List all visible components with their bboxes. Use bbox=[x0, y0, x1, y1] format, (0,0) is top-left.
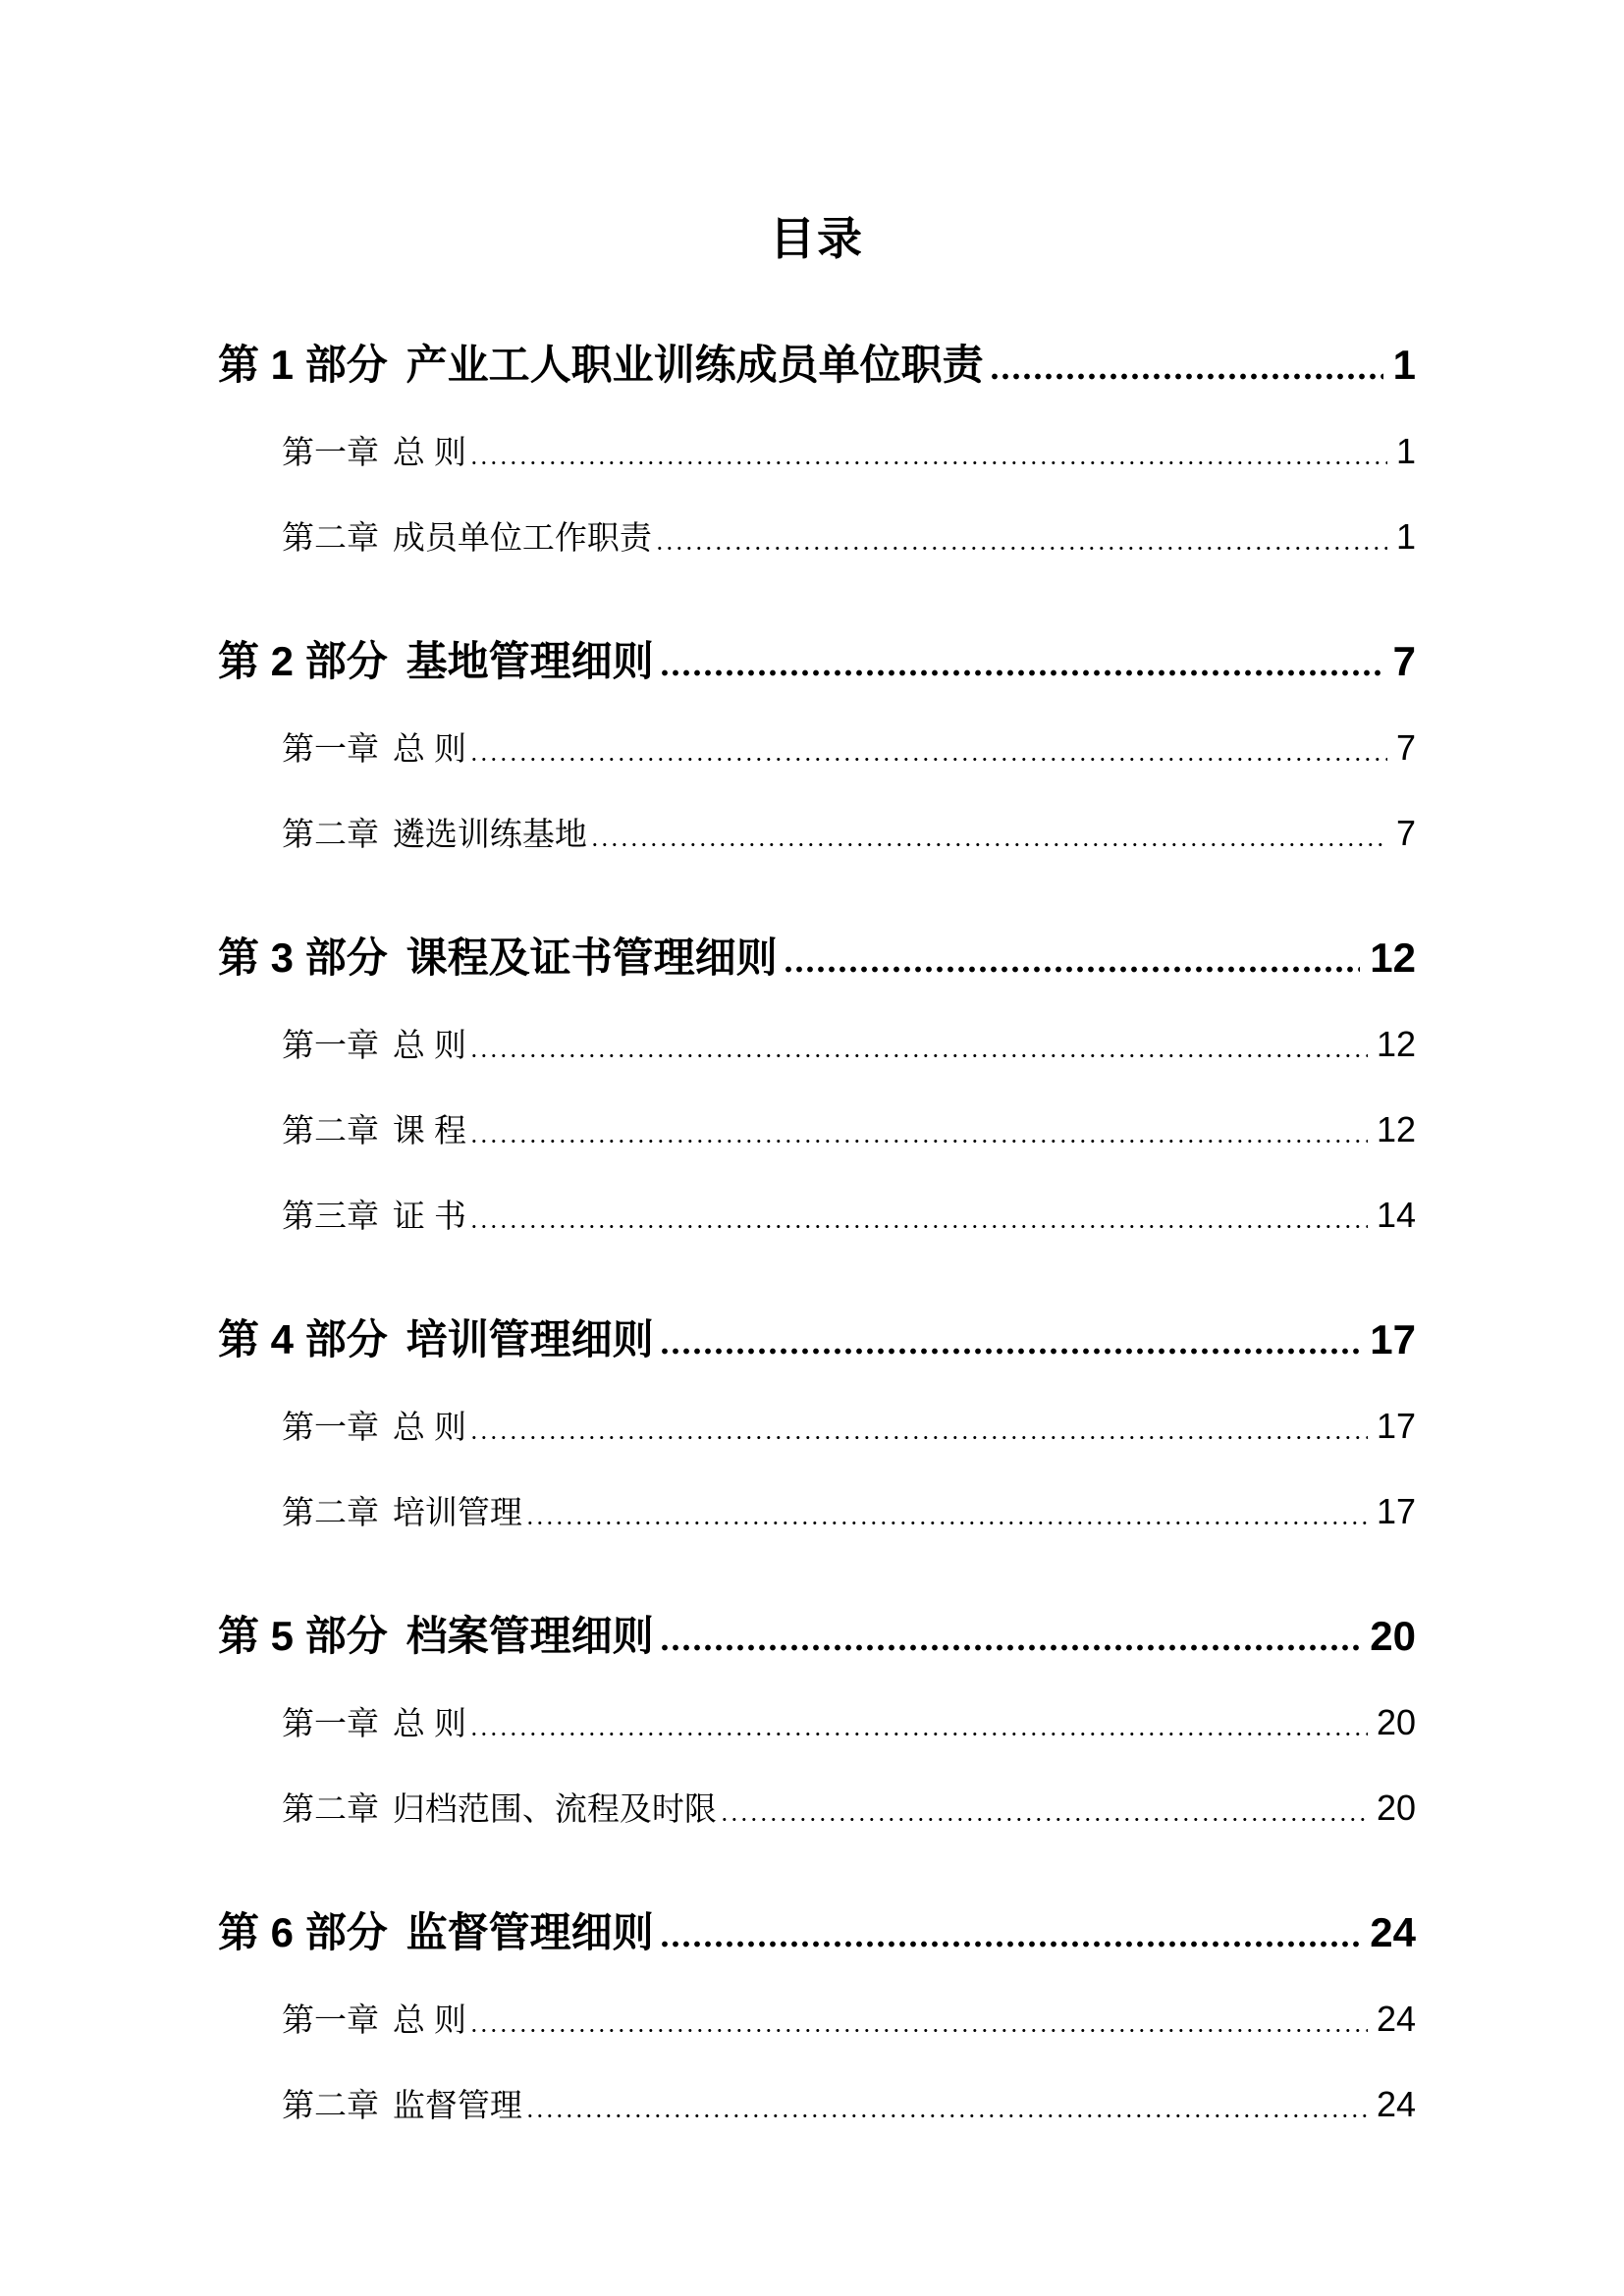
dot-leader bbox=[472, 1052, 1368, 1059]
chapter-number-label: 第一章 bbox=[282, 1409, 379, 1445]
chapter-title: 课 程 bbox=[392, 1112, 467, 1148]
page-number: 12 bbox=[1370, 934, 1416, 981]
dot-leader bbox=[472, 2027, 1368, 2034]
dot-leader bbox=[472, 1223, 1368, 1230]
chapter-entry-text bbox=[282, 1404, 466, 1451]
chapter-number-label: 第二章 bbox=[282, 1494, 379, 1530]
dot-leader bbox=[723, 1816, 1368, 1823]
toc-part-entry[interactable] bbox=[218, 340, 1416, 391]
part-number-label: 第 5 部分 bbox=[218, 1613, 388, 1659]
chapter-entry-text bbox=[282, 1193, 466, 1240]
part-number-label: 第 2 部分 bbox=[218, 638, 388, 684]
part-title: 产业工人职业训练成员单位职责 bbox=[406, 342, 984, 388]
page-number: 1 bbox=[1395, 516, 1416, 557]
page-number: 1 bbox=[1395, 431, 1416, 471]
part-entry-text bbox=[218, 340, 984, 391]
page-number: 7 bbox=[1392, 638, 1416, 684]
toc-section bbox=[218, 1314, 1416, 1536]
dot-leader bbox=[662, 1939, 1361, 1949]
chapter-number-label: 第二章 bbox=[282, 519, 379, 556]
page-number: 12 bbox=[1376, 1024, 1416, 1064]
toc-chapter-entry[interactable] bbox=[218, 724, 1416, 773]
toc-chapter-entry[interactable] bbox=[218, 513, 1416, 561]
page-number: 7 bbox=[1395, 813, 1416, 853]
dot-leader bbox=[472, 1434, 1368, 1441]
part-number-label: 第 1 部分 bbox=[218, 342, 388, 388]
toc-part-entry[interactable] bbox=[218, 1907, 1416, 1958]
chapter-number-label: 第一章 bbox=[282, 434, 379, 470]
part-title: 档案管理细则 bbox=[406, 1613, 654, 1659]
toc-chapter-entry[interactable] bbox=[218, 1699, 1416, 1747]
part-entry-text bbox=[218, 1907, 654, 1958]
chapter-entry-text bbox=[282, 1489, 522, 1536]
chapter-entry-text bbox=[282, 514, 652, 561]
table-of-contents bbox=[218, 340, 1416, 2129]
page-number: 24 bbox=[1370, 1909, 1416, 1955]
chapter-entry-text bbox=[282, 429, 466, 476]
page-number: 20 bbox=[1370, 1613, 1416, 1659]
part-title: 培训管理细则 bbox=[406, 1316, 654, 1362]
part-title: 监督管理细则 bbox=[406, 1909, 654, 1955]
chapter-entry-text bbox=[282, 1700, 466, 1747]
toc-chapter-entry[interactable] bbox=[218, 810, 1416, 858]
chapter-title: 证 书 bbox=[392, 1198, 467, 1234]
chapter-entry-text bbox=[282, 1022, 466, 1069]
page-number: 17 bbox=[1370, 1316, 1416, 1362]
toc-title: 目录 bbox=[770, 213, 864, 264]
chapter-title: 总 则 bbox=[392, 1409, 467, 1445]
dot-leader bbox=[472, 1731, 1368, 1737]
toc-section bbox=[218, 1611, 1416, 1833]
page-number: 7 bbox=[1395, 727, 1416, 768]
page-number: 20 bbox=[1376, 1702, 1416, 1742]
dot-leader bbox=[472, 1138, 1368, 1145]
part-number-label: 第 4 部分 bbox=[218, 1316, 388, 1362]
toc-chapter-entry[interactable] bbox=[218, 1403, 1416, 1451]
chapter-number-label: 第一章 bbox=[282, 730, 379, 767]
part-title: 基地管理细则 bbox=[406, 638, 654, 684]
part-entry-text bbox=[218, 1611, 654, 1662]
toc-chapter-entry[interactable] bbox=[218, 1488, 1416, 1536]
chapter-number-label: 第一章 bbox=[282, 1027, 379, 1063]
page-number: 20 bbox=[1376, 1788, 1416, 1828]
part-entry-text bbox=[218, 1314, 654, 1365]
chapter-number-label: 第二章 bbox=[282, 2087, 379, 2123]
toc-chapter-entry[interactable] bbox=[218, 1021, 1416, 1069]
page-number: 24 bbox=[1376, 2084, 1416, 2124]
dot-leader bbox=[593, 841, 1387, 848]
toc-chapter-entry[interactable] bbox=[218, 1996, 1416, 2044]
chapter-title: 总 则 bbox=[392, 1027, 467, 1063]
chapter-entry-text bbox=[282, 1107, 466, 1154]
toc-chapter-entry[interactable] bbox=[218, 1785, 1416, 1833]
toc-chapter-entry[interactable] bbox=[218, 1106, 1416, 1154]
chapter-entry-text bbox=[282, 725, 466, 773]
toc-part-entry[interactable] bbox=[218, 1611, 1416, 1662]
page-number: 17 bbox=[1376, 1491, 1416, 1531]
dot-leader bbox=[662, 1642, 1361, 1653]
part-number-label: 第 6 部分 bbox=[218, 1909, 388, 1955]
toc-part-entry[interactable] bbox=[218, 933, 1416, 984]
chapter-title: 监督管理 bbox=[392, 2087, 522, 2123]
dot-leader bbox=[472, 756, 1387, 763]
part-number-label: 第 3 部分 bbox=[218, 934, 388, 981]
chapter-entry-text bbox=[282, 1786, 717, 1833]
chapter-title: 成员单位工作职责 bbox=[392, 519, 652, 556]
toc-section bbox=[218, 933, 1416, 1240]
page-number: 24 bbox=[1376, 1999, 1416, 2039]
dot-leader bbox=[528, 2112, 1368, 2119]
toc-chapter-entry[interactable] bbox=[218, 428, 1416, 476]
page-number: 1 bbox=[1392, 342, 1416, 388]
page-number: 17 bbox=[1376, 1406, 1416, 1446]
chapter-title: 培训管理 bbox=[392, 1494, 522, 1530]
chapter-number-label: 第二章 bbox=[282, 1112, 379, 1148]
chapter-title: 归档范围、流程及时限 bbox=[392, 1790, 717, 1827]
dot-leader bbox=[662, 667, 1383, 678]
toc-section bbox=[218, 636, 1416, 858]
chapter-entry-text bbox=[282, 2082, 522, 2129]
part-entry-text bbox=[218, 933, 778, 984]
toc-chapter-entry[interactable] bbox=[218, 2081, 1416, 2129]
chapter-number-label: 第二章 bbox=[282, 816, 379, 852]
toc-part-entry[interactable] bbox=[218, 636, 1416, 687]
toc-chapter-entry[interactable] bbox=[218, 1192, 1416, 1240]
dot-leader bbox=[658, 545, 1387, 552]
chapter-title: 总 则 bbox=[392, 730, 467, 767]
toc-section bbox=[218, 340, 1416, 561]
page-number: 12 bbox=[1376, 1109, 1416, 1149]
chapter-entry-text bbox=[282, 811, 587, 858]
page-number: 14 bbox=[1376, 1195, 1416, 1235]
dot-leader bbox=[785, 964, 1361, 975]
toc-section bbox=[218, 1907, 1416, 2129]
chapter-title: 总 则 bbox=[392, 1705, 467, 1741]
dot-leader bbox=[528, 1520, 1368, 1526]
part-title: 课程及证书管理细则 bbox=[406, 934, 778, 981]
chapter-title: 总 则 bbox=[392, 434, 467, 470]
dot-leader bbox=[472, 459, 1387, 466]
chapter-number-label: 第二章 bbox=[282, 1790, 379, 1827]
chapter-number-label: 第一章 bbox=[282, 2002, 379, 2038]
chapter-title: 总 则 bbox=[392, 2002, 467, 2038]
part-entry-text bbox=[218, 636, 654, 687]
chapter-number-label: 第一章 bbox=[282, 1705, 379, 1741]
chapter-title: 遴选训练基地 bbox=[392, 816, 587, 852]
toc-part-entry[interactable] bbox=[218, 1314, 1416, 1365]
dot-leader bbox=[662, 1346, 1361, 1357]
chapter-number-label: 第三章 bbox=[282, 1198, 379, 1234]
dot-leader bbox=[992, 371, 1383, 382]
chapter-entry-text bbox=[282, 1997, 466, 2044]
